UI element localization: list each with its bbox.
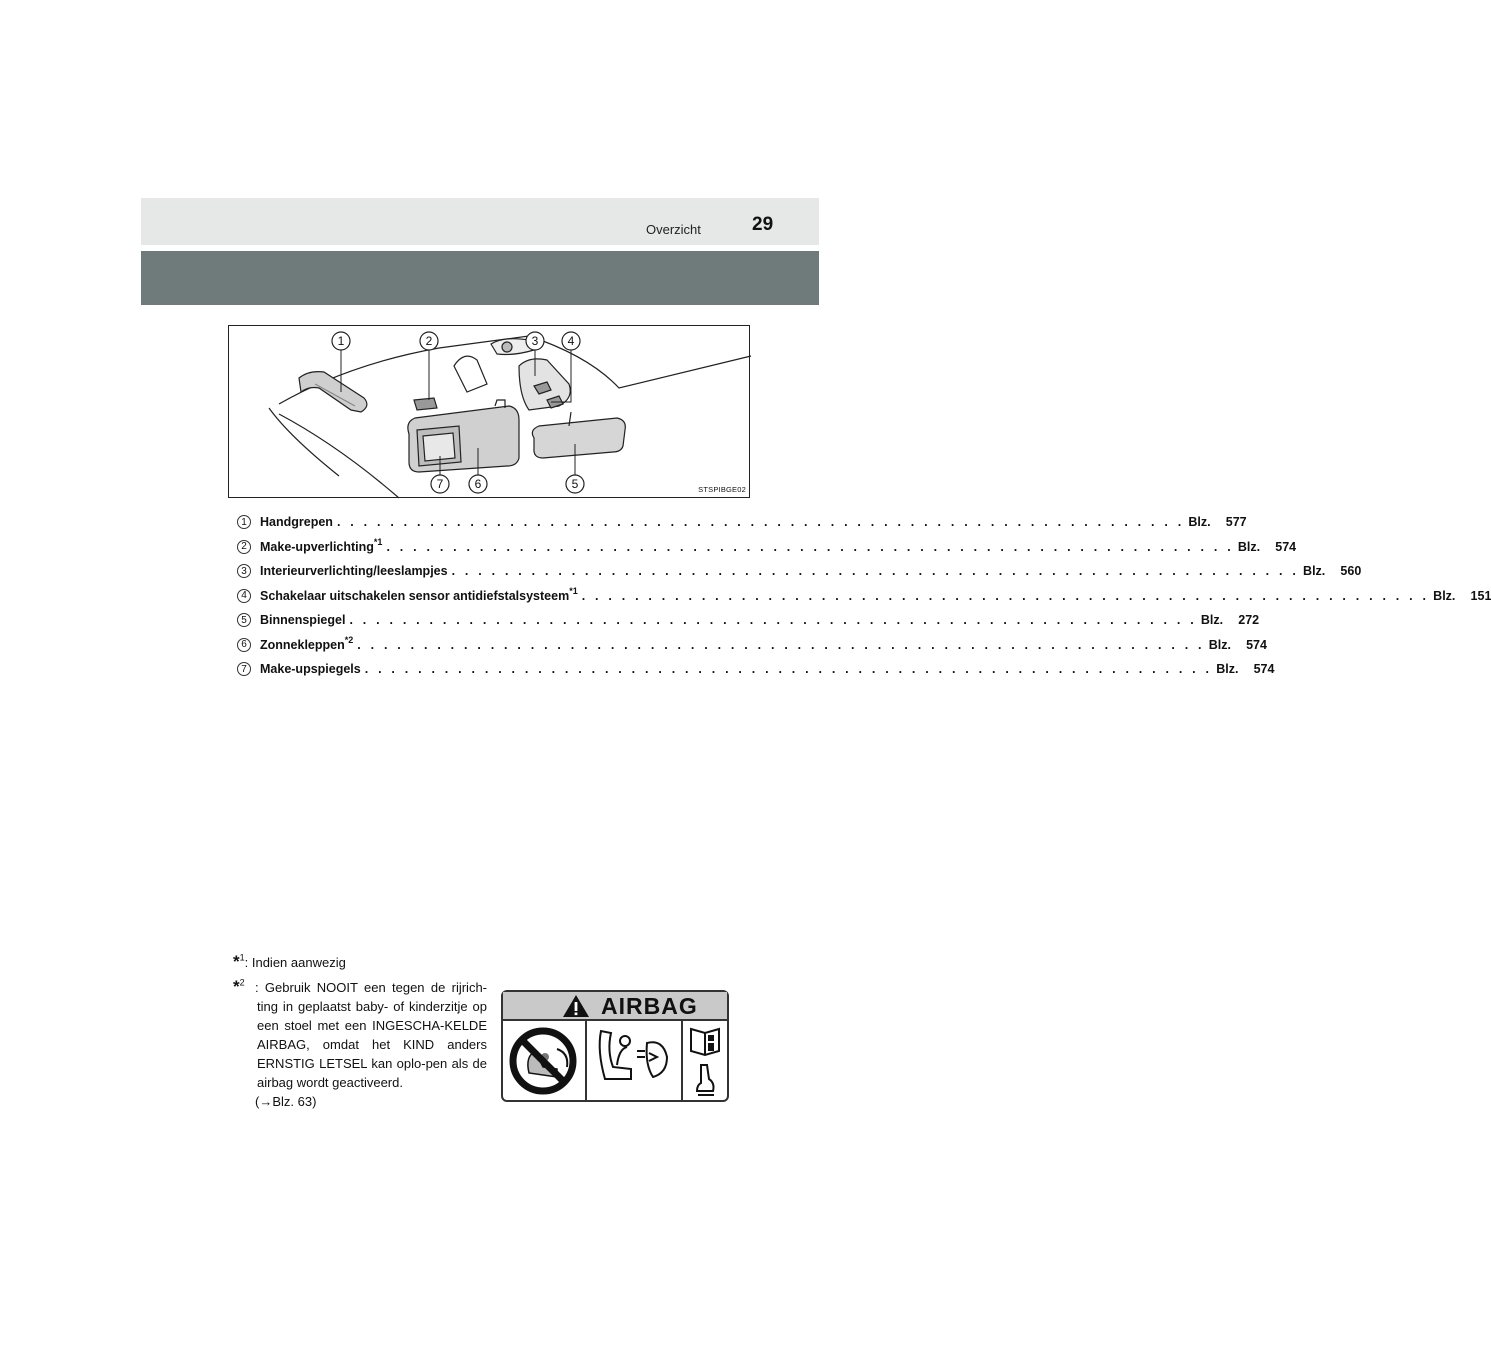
item-label: Handgrepen bbox=[260, 515, 333, 530]
footnote-number: 2 bbox=[239, 977, 245, 987]
leader-dots: . . . . . . . . . . . . . . . . . . . . . . . . . . . . . . . . . . . . . . . . . . . . . . . . . . . . . . . . . . . . . . . . bbox=[581, 588, 1430, 603]
page-number: 29 bbox=[752, 214, 774, 235]
callout-2: 2 bbox=[425, 334, 433, 348]
component-list bbox=[237, 510, 1491, 682]
footnote-page-ref[interactable]: (→Blz. 63) bbox=[255, 1093, 317, 1109]
page-ref: 574 bbox=[1253, 662, 1275, 677]
page-ref-prefix: Blz. bbox=[1216, 662, 1239, 677]
leader-dots: . . . . . . . . . . . . . . . . . . . . . . . . . . . . . . . . . . . . . . . . . . . . . . . . . . . . . . . . . . . . . . . . bbox=[364, 662, 1213, 677]
read-manual-cell bbox=[683, 1021, 727, 1102]
section-title: Overzicht bbox=[646, 222, 701, 237]
leader-dots: . . . . . . . . . . . . . . . . . . . . . . . . . . . . . . . . . . . . . . . . . . . . . . . . . . . . . . . . . . . . . . . . bbox=[349, 613, 1197, 628]
item-footnote-mark: *1 bbox=[569, 585, 578, 596]
list-item[interactable] bbox=[237, 559, 1362, 584]
callout-3: 3 bbox=[531, 334, 539, 348]
page-ref-prefix: Blz. bbox=[1303, 564, 1326, 579]
section-banner bbox=[141, 251, 819, 305]
item-number: 4 bbox=[237, 589, 251, 603]
callout-7: 7 bbox=[436, 477, 444, 491]
leader-dots: . . . . . . . . . . . . . . . . . . . . . . . . . . . . . . . . . . . . . . . . . . . . . . . . . . . . . . . . . . . . . . . . bbox=[357, 637, 1205, 652]
list-item[interactable] bbox=[237, 633, 1267, 658]
airbag-warning-label bbox=[501, 990, 729, 1102]
airbag-label-header bbox=[503, 992, 727, 1021]
page-ref-prefix: Blz. bbox=[1433, 588, 1456, 603]
item-label: Interieurverlichting/leeslampjes bbox=[260, 564, 448, 579]
footnote-text: : Gebruik NOOIT een tegen de rijrich-ting in geplaatst baby- of kinderzitje op een stoel met een INGESCHA-KELDE AIRBAG, omdat het KIND anders ERNSTIG LETSEL kan oplo-pen als de airbag wordt geactiveerd. bbox=[255, 979, 487, 1090]
footnote-text: : Indien aanwezig bbox=[244, 955, 346, 970]
item-number: 1 bbox=[237, 515, 251, 529]
item-label: Make-upspiegels bbox=[260, 662, 361, 677]
read-manual-icon bbox=[683, 1021, 727, 1102]
item-number: 2 bbox=[237, 540, 251, 554]
item-number: 3 bbox=[237, 564, 251, 578]
page-ref-prefix: Blz. bbox=[1237, 539, 1261, 554]
no-child-seat-icon bbox=[503, 1021, 585, 1102]
item-footnote-mark: *2 bbox=[344, 634, 354, 645]
no-rear-facing-seat-cell bbox=[503, 1021, 587, 1102]
item-label: Make-upverlichting bbox=[260, 539, 374, 554]
leader-dots: . . . . . . . . . . . . . . . . . . . . . . . . . . . . . . . . . . . . . . . . . . . . . . . . . . . . . . . . . . . . . . . . bbox=[386, 539, 1234, 554]
page-ref: 151 bbox=[1470, 588, 1491, 603]
interior-drawing bbox=[229, 326, 751, 499]
callout-1: 1 bbox=[337, 334, 345, 348]
list-item[interactable] bbox=[237, 657, 1275, 682]
page-ref: 574 bbox=[1246, 637, 1267, 652]
list-item[interactable] bbox=[237, 510, 1247, 535]
airbag-word: AIRBAG bbox=[601, 993, 698, 1019]
page-ref-prefix: Blz. bbox=[1208, 637, 1231, 652]
page-ref: 272 bbox=[1238, 613, 1260, 628]
item-label: Schakelaar uitschakelen sensor antidiefstalsysteem bbox=[260, 588, 570, 603]
footnote-asterisk: * bbox=[233, 952, 240, 971]
header-bar bbox=[141, 198, 819, 245]
footnote-1 bbox=[233, 952, 346, 972]
list-item[interactable] bbox=[237, 608, 1260, 633]
item-label: Binnenspiegel bbox=[260, 613, 346, 628]
figure-code: STSPIBGE02 bbox=[698, 485, 746, 494]
list-item[interactable] bbox=[237, 535, 1297, 560]
footnote-number: 1 bbox=[239, 952, 245, 963]
callout-5: 5 bbox=[571, 477, 579, 491]
page-ref: 574 bbox=[1275, 539, 1297, 554]
footnote-asterisk: * bbox=[233, 976, 240, 996]
callout-6: 6 bbox=[474, 477, 482, 491]
page-ref: 577 bbox=[1225, 515, 1247, 530]
leader-dots: . . . . . . . . . . . . . . . . . . . . . . . . . . . . . . . . . . . . . . . . . . . . . . . . . . . . . . . . . . . . . . . . bbox=[336, 515, 1185, 530]
interior-overhead-illustration bbox=[228, 325, 750, 498]
airbag-deploy-icon bbox=[587, 1021, 681, 1102]
page-ref-prefix: Blz. bbox=[1188, 515, 1211, 530]
page-ref-prefix: Blz. bbox=[1200, 613, 1224, 628]
item-number: 6 bbox=[237, 638, 251, 652]
airbag-deploy-cell bbox=[587, 1021, 683, 1102]
item-footnote-mark: *1 bbox=[373, 536, 383, 547]
list-item[interactable] bbox=[237, 584, 1491, 609]
leader-dots: . . . . . . . . . . . . . . . . . . . . . . . . . . . . . . . . . . . . . . . . . . . . . . . . . . . . . . . . . . . . . . . . bbox=[451, 564, 1300, 579]
warning-triangle-icon bbox=[561, 993, 591, 1019]
callout-4: 4 bbox=[567, 334, 575, 348]
footnote-2 bbox=[233, 973, 487, 1111]
item-number: 5 bbox=[237, 613, 251, 627]
item-label: Zonnekleppen bbox=[260, 637, 345, 652]
item-number: 7 bbox=[237, 662, 251, 676]
page-ref: 560 bbox=[1340, 564, 1362, 579]
